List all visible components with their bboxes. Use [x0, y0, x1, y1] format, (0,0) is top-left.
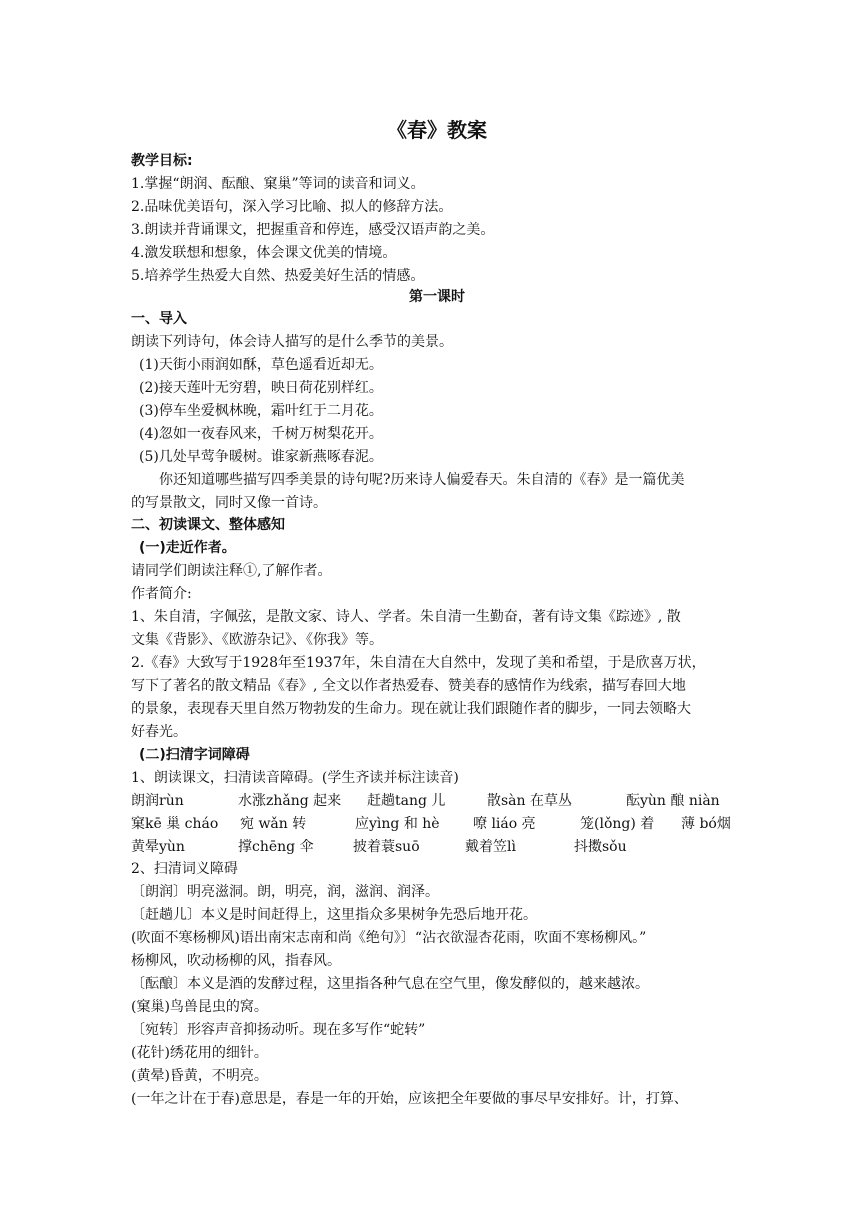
pinyin-item: 散sàn 在草丛 — [487, 793, 572, 809]
vocab-entry: 〔酝酿〕本义是酒的发酵过程，这里指各种气息在空气里，像发酵似的，越来越浓。 — [131, 976, 649, 992]
pinyin-item: 嘹 liáo 亮 — [473, 816, 536, 832]
pinyin-item: 应yìng 和 hè — [355, 816, 440, 832]
goals-heading: 教学目标: — [131, 153, 193, 169]
poem-line: (2)接天莲叶无穷碧，映日荷花别样红。 — [139, 380, 383, 396]
pinyin-item: 朗润rùn — [131, 793, 184, 809]
goal-item: 2.品味优美语句，深入学习比喻、拟人的修辞方法。 — [131, 199, 453, 215]
pinyin-item: 酝yùn 酿 niàn — [626, 793, 720, 809]
pinyin-item: 水涨zhǎng 起来 — [238, 793, 342, 809]
vocab-entry: (窠巢)鸟兽昆虫的窝。 — [131, 999, 268, 1015]
poem-line: (1)天街小雨润如酥，草色遥看近却无。 — [139, 357, 383, 373]
pinyin-item: 赶趟tang 儿 — [367, 793, 446, 809]
pinyin-item: 笼(lǒng) 着 — [580, 816, 655, 832]
paragraph-line: 1、朱自清，字佩弦，是散文家、诗人、学者。朱自清一生勤奋，著有诗文集《踪迹》, 散 — [131, 609, 681, 625]
goal-item: 4.激发联想和想象，体会课文优美的情境。 — [131, 245, 397, 261]
section-intro: 朗读下列诗句，体会诗人描写的是什么季节的美景。 — [131, 334, 453, 350]
goal-item: 1.掌握“朗润、酝酿、窠巢”等词的读音和词义。 — [131, 176, 425, 192]
vocab-entry: 〔宛转〕形容声音抑扬动听。现在多写作“蛇转” — [131, 1022, 426, 1038]
paragraph-line: 的写景散文，同时又像一首诗。 — [131, 495, 327, 511]
pinyin-item: 撑chēng 伞 — [238, 839, 314, 855]
vocab-entry: (一年之计在于春)意思是，春是一年的开始，应该把全年要做的事尽早安排好。计，打算、 — [131, 1091, 688, 1107]
subsection-heading: (二)扫清字词障碍 — [139, 747, 250, 763]
pinyin-item: 薄 bó烟 — [681, 816, 731, 832]
paragraph-line: 的景象，表现春天里自然万物勃发的生命力。现在就让我们跟随作者的脚步，一同去领略大 — [131, 701, 691, 717]
subsection-heading: (一)走近作者。 — [139, 540, 236, 556]
vocab-entry: (黄晕)昏黄，不明亮。 — [131, 1068, 268, 1084]
goal-item: 3.朗读并背诵课文，把握重音和停连，感受汉语声韵之美。 — [131, 222, 495, 238]
pinyin-item: 窠kē 巢 cháo — [131, 816, 219, 832]
paragraph-line: 2.《春》大致写于1928年至1937年，朱自清在大自然中，发现了美和希望，于是欣喜万状， — [131, 655, 706, 671]
vocab-entry: (吹面不寒杨柳风)语出南宋志南和尚《绝句》〕“沾衣欲湿杏花雨，吹面不寒杨柳风。” — [131, 930, 647, 946]
poem-line: (3)停车坐爱枫林晚，霜叶红于二月花。 — [139, 403, 383, 419]
paragraph-line: 写下了著名的散文精品《春》, 全文以作者热爱春、赞美春的感情作为线索，描写春回大地 — [131, 678, 686, 694]
section-heading: 二、初读课文、整体感知 — [131, 517, 285, 533]
paragraph-line: 好春光。 — [131, 724, 187, 740]
pinyin-item: 披着蓑suō — [353, 839, 420, 855]
goal-item: 5.培养学生热爱大自然、热爱美好生活的情感。 — [131, 268, 425, 284]
pinyin-item: 戴着笠lì — [465, 839, 516, 855]
vocab-entry: 〔朗润〕明亮滋洞。朗，明亮，润，滋润、润泽。 — [131, 884, 439, 900]
paragraph-line: 请同学们朗读注释①,了解作者。 — [131, 563, 332, 579]
vocab-entry: 杨柳风，吹动杨柳的风，指春风。 — [131, 953, 341, 969]
section-heading: 一、导入 — [131, 311, 187, 327]
pinyin-item: 黄晕yùn — [131, 839, 185, 855]
vocab-entry: (花针)绣花用的细针。 — [131, 1045, 268, 1061]
poem-line: (5)几处早莺争暖树。谁家新燕啄春泥。 — [139, 449, 383, 465]
paragraph-line: 1、朗读课文，扫清读音障碍。(学生齐读并标注读音) — [131, 770, 459, 786]
paragraph-line: 2、扫清词义障碍 — [131, 861, 238, 877]
page-title: 《春》教案 — [387, 118, 487, 142]
poem-line: (4)忽如一夜春风来，千树万树梨花开。 — [139, 426, 383, 442]
lesson-heading: 第一课时 — [409, 289, 465, 305]
paragraph-line: 文集《背影》、《欧游杂记》、《你我》等。 — [131, 632, 383, 648]
paragraph-line: 你还知道哪些描写四季美景的诗句呢?历来诗人偏爱春天。朱自清的《春》是一篇优美 — [159, 472, 685, 488]
pinyin-item: 抖擞sǒu — [574, 839, 627, 855]
vocab-entry: 〔赶趟儿〕本义是时间赶得上，这里指众多果树争先恐后地开花。 — [131, 907, 537, 923]
pinyin-item: 宛 wǎn 转 — [240, 816, 307, 832]
paragraph-line: 作者简介: — [131, 586, 192, 602]
